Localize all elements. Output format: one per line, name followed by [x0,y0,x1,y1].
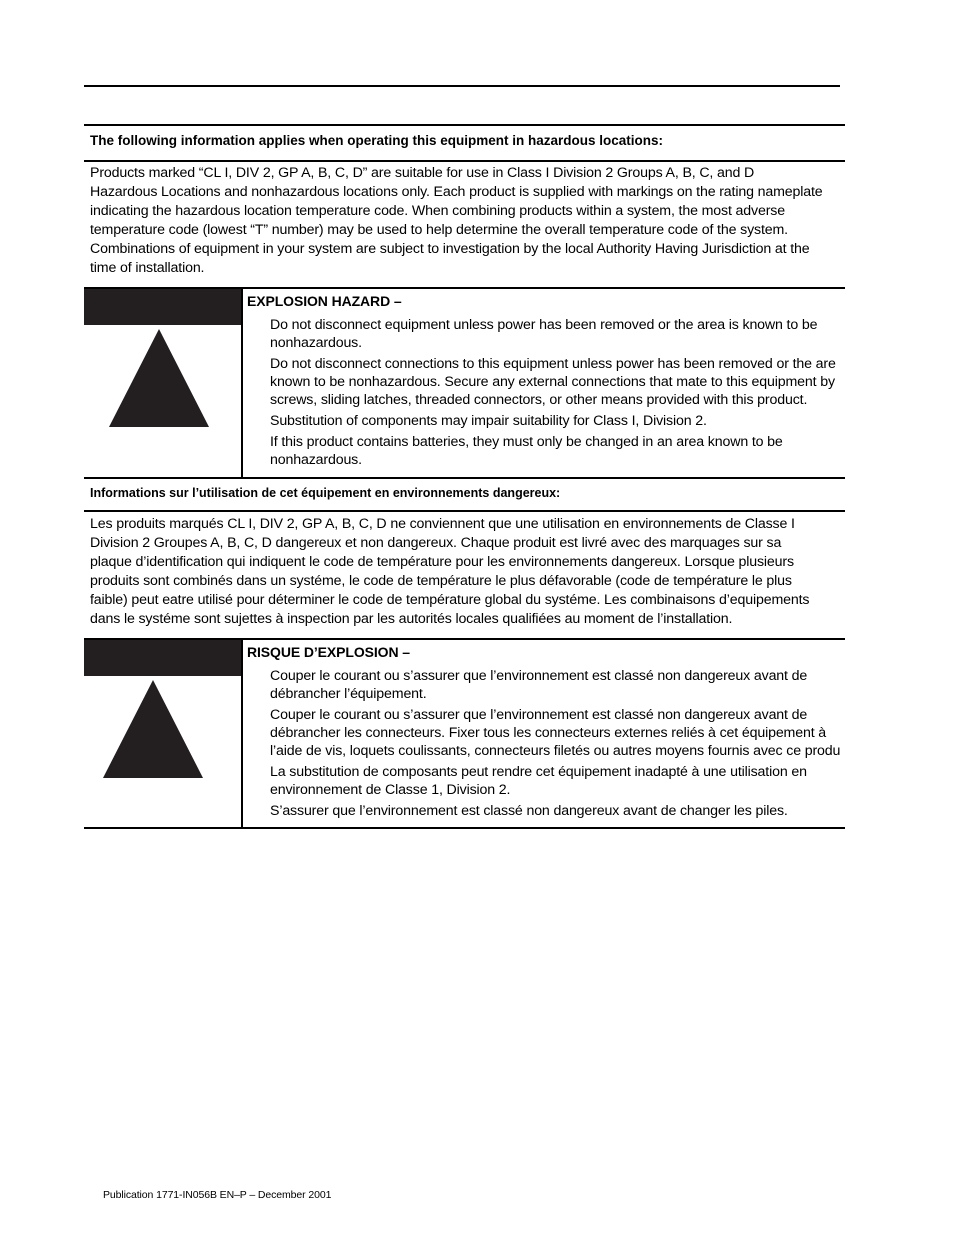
warning-body [270,667,845,823]
warning-line: Do not disconnect equipment unless power has been removed or the area is known to be [270,317,818,333]
paragraph-line: Les produits marqués CL I, DIV 2, GP A, B, C, D ne conviennent que une utilisation en environnements de Classe I [90,516,795,532]
paragraph-line: Hazardous Locations and nonhazardous locations only. Each product is supplied with markings on the rating nameplate [90,184,823,200]
warning-triangle-icon [103,680,203,778]
warning-icon-column [84,640,243,827]
paragraph-line: temperature code (lowest “T” number) may be used to help determine the overall temperature code of the system. [90,222,788,238]
warning-line: S’assurer que l’environnement est classé non dangereux avant de changer les piles. [270,803,788,819]
warning-item [270,355,845,409]
hazardous-locations-heading-en [84,124,845,162]
paragraph-line: dans le systéme sont sujettes à inspection par les autorités locales qualifiées au moment de l’installation. [90,611,733,627]
warning-line: Couper le courant ou s’assurer que l’environnement est classé non dangereux avant de [270,707,808,723]
warning-line: Substitution of components may impair suitability for Class I, Division 2. [270,413,707,429]
paragraph-line: produits sont combinés dans un systéme, le code de température le plus défavorable (code de température le plus [90,573,792,589]
paragraph-line: faible) peut eatre utilisé pour déterminer le code de température global du systéme. Les combinaisons d’equipements [90,592,810,608]
warning-item [270,412,845,430]
paragraph-line: Division 2 Groupes A, B, C, D dangereux et non dangereux. Chaque produit est livré avec des marquages sur sa [90,535,782,551]
warning-item [270,433,845,469]
paragraph-line: indicating the hazardous location temperature code. When combining products within a system, the most adverse [90,203,785,219]
explosion-hazard-warning-fr [84,638,845,829]
warning-line: Couper le courant ou s’assurer que l’environnement est classé non dangereux avant de [270,668,808,684]
warning-line: Do not disconnect connections to this equipment unless power has been removed or the are [270,356,836,372]
warning-label-bar [84,640,241,676]
hazardous-locations-paragraph-fr [90,515,842,629]
hazardous-locations-paragraph-en [90,164,842,278]
explosion-hazard-warning-en [84,287,845,479]
warning-item [270,763,845,799]
warning-icon-column [84,289,243,477]
warning-line: La substitution de composants peut rendre cet équipement inadapté à une utilisation en [270,764,807,780]
warning-line: débrancher l’équipement. [270,686,427,702]
publication-footer: Publication 1771-IN056B EN–P – December 2001 [103,1189,332,1201]
warning-item [270,667,845,703]
heading-text: The following information applies when operating this equipment in hazardous locations: [90,133,664,148]
warning-item [270,802,845,820]
warning-line: known to be nonhazardous. Secure any external connections that mate to this equipment by [270,374,835,390]
warning-line: l’aide de vis, loquets coulissants, connecteurs filetés ou autres moyens fournis avec ce produ [270,743,841,759]
warning-line: environnement de Classe 1, Division 2. [270,782,511,798]
top-rule [84,85,840,87]
warning-line: nonhazardous. [270,335,362,351]
warning-body [270,316,845,472]
paragraph-line: Combinations of equipment in your system are subject to investigation by the local Authority Having Jurisdiction at the [90,241,810,257]
warning-label-bar [84,289,241,325]
paragraph-line: time of installation. [90,260,205,276]
warning-line: If this product contains batteries, they must only be changed in an area known to be [270,434,783,450]
warning-line: screws, sliding latches, threaded connectors, or other means provided with this product. [270,392,808,408]
warning-title: EXPLOSION HAZARD – [247,293,402,309]
heading-text: Informations sur l’utilisation de cet équipement en environnements dangereux: [90,486,561,500]
warning-triangle-icon [109,329,209,427]
paragraph-line: Products marked “CL I, DIV 2, GP A, B, C, D” are suitable for use in Class I Division 2 Groups A, B, C, and D [90,165,755,181]
warning-item [270,316,845,352]
hazardous-locations-heading-fr [84,477,845,512]
warning-title: RISQUE D’EXPLOSION – [247,644,410,660]
warning-line: nonhazardous. [270,452,362,468]
paragraph-line: plaque d’identification qui indiquent le code de température pour les environnements dangereux. Lorsque plusieurs [90,554,794,570]
warning-item [270,706,845,760]
warning-line: débrancher les connecteurs. Fixer tous les connecteurs externes reliés à cet équipement à [270,725,827,741]
